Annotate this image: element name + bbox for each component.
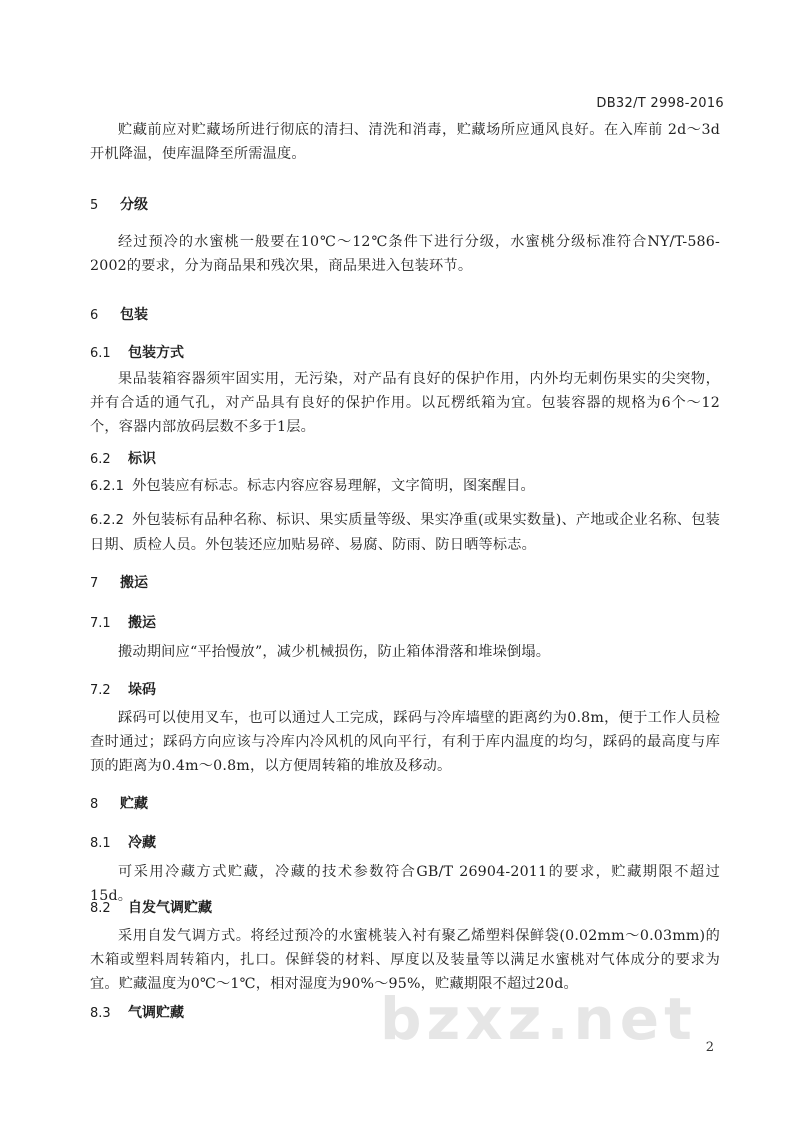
section-title: 搬运 [128, 615, 156, 631]
clause-text: 外包装标有品种名称、标识、果实质量等级、果实净重(或果实数量)、产地或企业名称、包装日期、质检人员。外包装还应加贴易碎、易腐、防雨、防日晒等标志。 [90, 512, 720, 553]
section-number: 8.2 [90, 901, 111, 916]
clause-text: 外包装应有标志。标志内容应容易理解，文字简明，图案醒目。 [132, 478, 535, 494]
section-7-2-heading [90, 679, 156, 699]
section-5-paragraph: 经过预冷的水蜜桃一般要在10℃～12℃条件下进行分级，水蜜桃分级标准符合NY/T-586-2002的要求，分为商品果和残次果，商品果进入包装环节。 [90, 234, 720, 274]
section-number: 8 [90, 797, 99, 812]
section-title: 包装 [120, 307, 148, 323]
clause-6-2-2 [90, 508, 720, 557]
section-title: 贮藏 [120, 796, 148, 812]
clause-number: 6.2.2 [90, 513, 125, 528]
section-5-heading [90, 194, 148, 214]
section-8-heading [90, 793, 148, 813]
standard-number: DB32/T 2998-2016 [596, 96, 724, 111]
section-number: 8.3 [90, 1006, 111, 1021]
section-6-1-heading [90, 342, 184, 362]
section-number: 5 [90, 198, 99, 213]
section-number: 7.2 [90, 683, 111, 698]
section-8-2-paragraph: 采用自发气调方式。将经过预冷的水蜜桃装入衬有聚乙烯塑料保鲜袋(0.02mm～0.03mm)的木箱或塑料周转箱内，扎口。保鲜袋的材料、厚度以及装量等以满足水蜜桃对气体成分的要求为宜。贮藏温度为0℃～1℃，相对湿度为90%～95%，贮藏期限不超过20d。 [90, 928, 720, 992]
section-title: 包装方式 [128, 345, 184, 361]
section-number: 7.1 [90, 616, 111, 631]
section-title: 标识 [128, 451, 156, 467]
section-6-1-paragraph: 果品装箱容器须牢固实用，无污染，对产品有良好的保护作用，内外均无刺伤果实的尖突物，并有合适的通气孔，对产品具有良好的保护作用。以瓦楞纸箱为宜。包装容器的规格为6个～12个，容器内部放码层数不多于1层。 [90, 371, 720, 435]
section-number: 6.1 [90, 346, 111, 361]
section-6-2-heading [90, 448, 156, 468]
section-title: 自发气调贮藏 [128, 900, 212, 916]
section-number: 8.1 [90, 836, 111, 851]
section-8-1-heading [90, 832, 156, 852]
section-7-1-paragraph: 搬动期间应“平抬慢放”，减少机械损伤，防止箱体滑落和堆垛倒塌。 [118, 644, 551, 660]
clause-number: 6.2.1 [90, 479, 125, 494]
clause-6-2-1 [90, 474, 720, 499]
site-watermark: bzxz.net [380, 985, 697, 1053]
section-title: 冷藏 [128, 835, 156, 851]
section-title: 气调贮藏 [128, 1005, 184, 1021]
section-8-1-paragraph: 可采用冷藏方式贮藏，冷藏的技术参数符合GB/T 26904-2011的要求，贮藏期限不超过15d。 [90, 864, 720, 904]
page-number: 2 [705, 1040, 714, 1055]
section-6-heading [90, 304, 148, 324]
section-number: 6 [90, 308, 99, 323]
section-8-3-heading [90, 1002, 184, 1022]
section-number: 6.2 [90, 452, 111, 467]
section-7-1-heading [90, 612, 156, 632]
section-7-2-paragraph: 踩码可以使用叉车，也可以通过人工完成，踩码与冷库墙壁的距离约为0.8m，便于工作人员检查时通过；踩码方向应该与冷库内冷风机的风向平行，有利于库内温度的均匀，踩码的最高度与库顶的距离为0.4m～0.8m，以方便周转箱的堆放及移动。 [90, 710, 720, 774]
section-title: 垛码 [128, 682, 156, 698]
section-title: 搬运 [120, 575, 148, 591]
section-7-heading [90, 572, 148, 592]
storage-prep-paragraph: 贮藏前应对贮藏场所进行彻底的清扫、清洗和消毒，贮藏场所应通风良好。在入库前 2d～3d 开机降温，使库温降至所需温度。 [90, 122, 720, 162]
section-8-2-heading [90, 897, 212, 917]
section-number: 7 [90, 576, 99, 591]
section-title: 分级 [120, 197, 148, 213]
